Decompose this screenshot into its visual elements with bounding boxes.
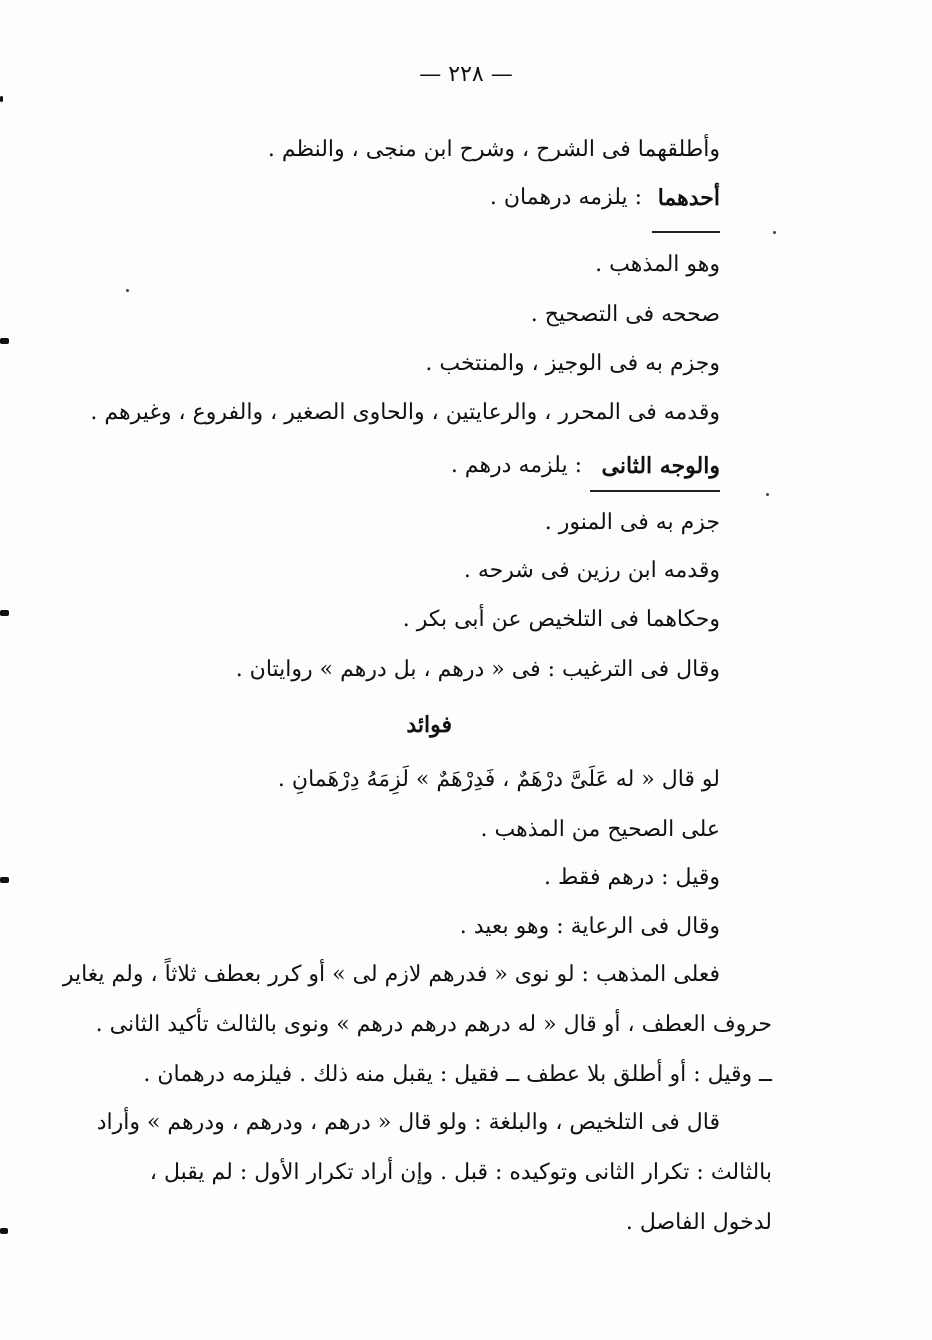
text-line: وحكاهما فى التلخيص عن أبى بكر . — [402, 607, 720, 632]
text-line: جزم به فى المنور . — [544, 510, 720, 535]
text-line: وقدمه ابن رزين فى شرحه . — [463, 558, 720, 583]
text-line: بالثالث : تكرار الثانى وتوكيده : قبل . وإن أراد تكرار الأول : لم يقبل ، — [149, 1160, 772, 1185]
text-line: : يلزمه درهم . — [450, 453, 582, 478]
section-heading: فوائد — [406, 712, 452, 738]
text-line: لو قال « له عَلَىَّ درْهَمٌ ، فَدِرْهَمٌ » لَزِمَهُ دِرْهَمانِ . — [277, 767, 720, 792]
text-line: وجزم به فى الوجيز ، والمنتخب . — [425, 351, 720, 376]
scan-mark — [0, 610, 9, 616]
text-line: : يلزمه درهمان . — [489, 185, 642, 210]
text-line: وأطلقهما فى الشرح ، وشرح ابن منجى ، والنظم . — [267, 137, 720, 162]
heading-first-opinion: أحدهما — [657, 185, 720, 211]
heading-second-opinion: والوجه الثانى — [601, 453, 720, 479]
text-line: وقال فى الرعاية : وهو بعيد . — [459, 914, 720, 939]
text-line: حروف العطف ، أو قال « له درهم درهم درهم » ونوى بالثالث تأكيد الثانى . — [95, 1012, 772, 1037]
text-line: ــ وقيل : أو أطلق بلا عطف ــ فقيل : يقبل منه ذلك . فيلزمه درهمان . — [143, 1062, 772, 1087]
page-number: — ٢٢٨ — — [419, 62, 513, 87]
scan-mark — [0, 338, 9, 344]
scan-mark — [0, 1228, 8, 1234]
text-line: وهو المذهب . — [595, 252, 720, 277]
text-line: قال فى التلخيص ، والبلغة : ولو قال « درهم ، ودرهم ، ودرهم » وأراد — [96, 1110, 720, 1135]
scan-speck — [126, 289, 129, 292]
scan-speck — [773, 231, 776, 234]
scan-mark — [0, 877, 9, 883]
text-line: وقدمه فى المحرر ، والرعايتين ، والحاوى الصغير ، والفروع ، وغيرهم . — [90, 400, 720, 425]
text-line: على الصحيح من المذهب . — [480, 817, 720, 842]
text-line: لدخول الفاصل . — [625, 1210, 772, 1235]
scan-mark — [0, 96, 3, 102]
text-line: وقال فى الترغيب : فى « درهم ، بل درهم » روايتان . — [235, 657, 720, 682]
text-line: فعلى المذهب : لو نوى « فدرهم لازم لى » أو كرر بعطف ثلاثاً ، ولم يغاير — [62, 962, 720, 987]
underline-rule — [652, 231, 720, 233]
text-line: صححه فى التصحيح . — [530, 302, 720, 327]
text-line: وقيل : درهم فقط . — [543, 865, 720, 890]
underline-rule — [590, 490, 720, 492]
scan-speck — [766, 493, 769, 496]
